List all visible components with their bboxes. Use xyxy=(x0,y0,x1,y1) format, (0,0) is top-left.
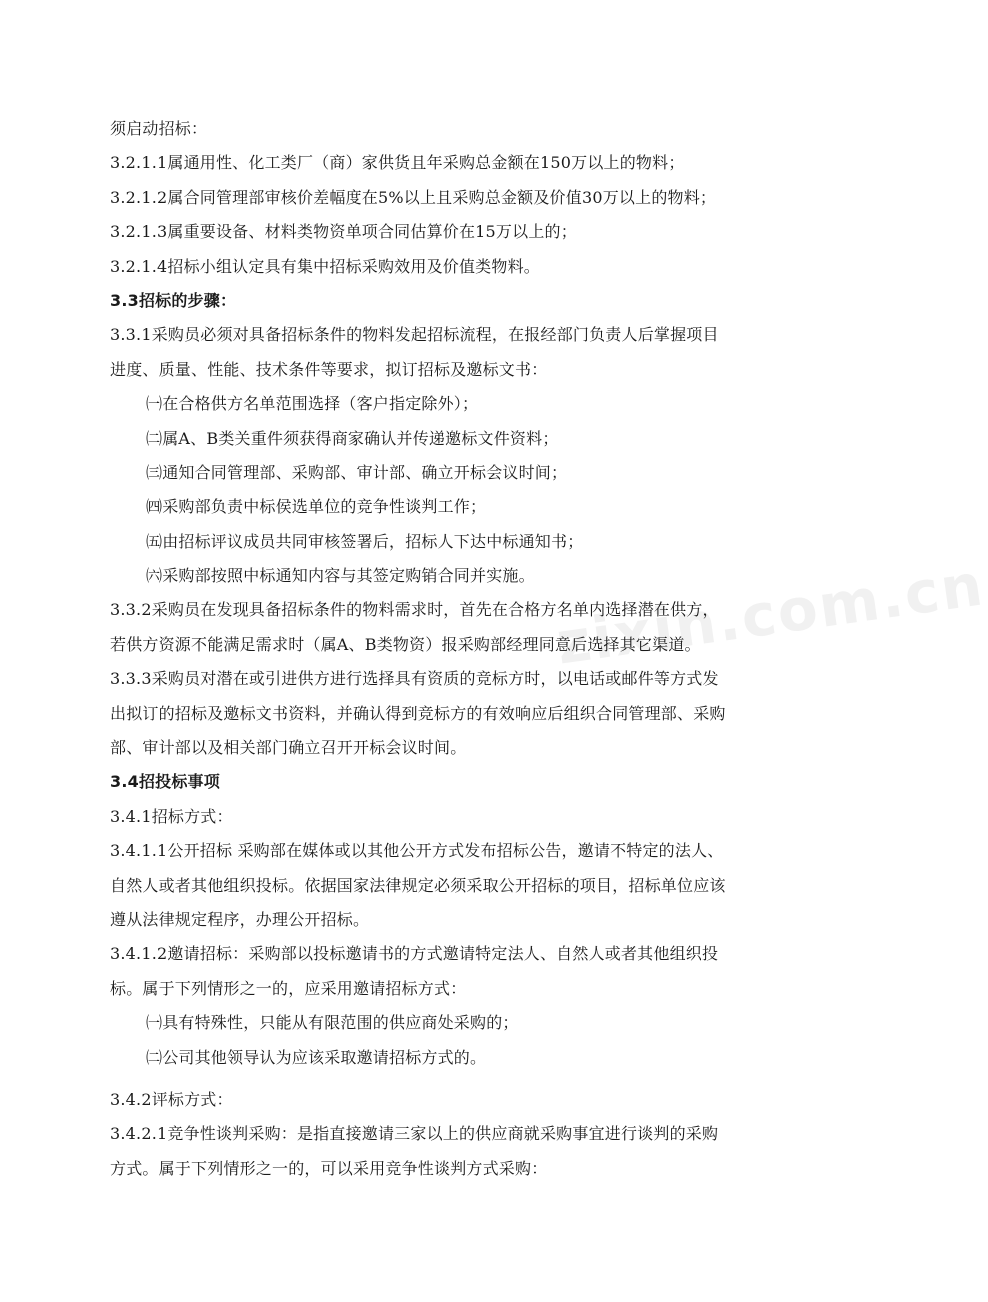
clause-3-3-1-cont: 进度、质量、性能、技术条件等要求，拟订招标及邀标文书： xyxy=(110,359,548,379)
clause-3-4-1-1-cont2: 遵从法律规定程序，办理公开招标。 xyxy=(110,909,370,929)
section-heading-3-3: 3.3招标的步骤： xyxy=(110,290,237,310)
clause-3-3-3-cont: 出拟订的招标及邀标文书资料，并确认得到竞标方的有效响应后组织合同管理部、采购 xyxy=(110,703,726,723)
clause-3-2-1-4: 3.2.1.4招标小组认定具有集中招标采购效用及价值类物料。 xyxy=(110,256,540,276)
clause-3-4-1: 3.4.1招标方式： xyxy=(110,806,233,826)
clause-3-3-3: 3.3.3采购员对潜在或引进供方进行选择具有资质的竞标方时，以电话或邮件等方式发 xyxy=(110,669,719,689)
clause-3-2-1-2: 3.2.1.2属合同管理部审核价差幅度在5%以上且采购总金额及价值30万以上的物料； xyxy=(110,187,717,207)
clause-3-4-2: 3.4.2评标方式： xyxy=(110,1089,233,1109)
clause-3-2-1-3: 3.2.1.3属重要设备、材料类物资单项合同估算价在15万以上的； xyxy=(110,222,577,242)
list-item-1: ㈠在合格供方名单范围选择（客户指定除外）； xyxy=(146,394,479,414)
clause-3-3-3-cont2: 部、审计部以及相关部门确立召开开标会议时间。 xyxy=(110,738,467,758)
watermark: zixin.com.cn xyxy=(552,550,988,678)
list-item-5: ㈤由招标评议成员共同审核签署后，招标人下达中标通知书； xyxy=(146,531,584,551)
spacer xyxy=(110,1075,820,1083)
clause-3-4-2-1: 3.4.2.1竞争性谈判采购：是指直接邀请三家以上的供应商就采购事宜进行谈判的采购 xyxy=(110,1124,719,1144)
list-item-1: ㈠具有特殊性，只能从有限范围的供应商处采购的； xyxy=(146,1013,519,1033)
clause-3-4-1-1-cont: 自然人或者其他组织投标。依据国家法律规定必须采取公开招标的项目，招标单位应该 xyxy=(110,875,726,895)
document-body xyxy=(110,112,820,1186)
clause-3-4-1-2: 3.4.1.2邀请招标：采购部以投标邀请书的方式邀请特定法人、自然人或者其他组织投 xyxy=(110,944,719,964)
list-item-2: ㈡属A、B类关重件须获得商家确认并传递邀标文件资料； xyxy=(146,428,559,448)
clause-3-3-2-cont: 若供方资源不能满足需求时（属A、B类物资）报采购部经理同意后选择其它渠道。 xyxy=(110,634,701,654)
clause-3-2-1-1: 3.2.1.1属通用性、化工类厂（商）家供货且年采购总金额在150万以上的物料； xyxy=(110,153,685,173)
paragraph-line: 须启动招标： xyxy=(110,119,208,138)
clause-3-4-1-1: 3.4.1.1公开招标 采购部在媒体或以其他公开方式发布招标公告，邀请不特定的法人、 xyxy=(110,841,724,861)
list-item-2: ㈡公司其他领导认为应该采取邀请招标方式的。 xyxy=(146,1047,487,1067)
list-item-6: ㈥采购部按照中标通知内容与其签定购销合同并实施。 xyxy=(146,566,535,586)
clause-3-4-1-2-cont: 标。属于下列情形之一的，应采用邀请招标方式： xyxy=(110,978,467,998)
list-item-3: ㈢通知合同管理部、采购部、审计部、确立开标会议时间； xyxy=(146,462,568,482)
clause-3-3-1: 3.3.1采购员必须对具备招标条件的物料发起招标流程，在报经部门负责人后掌握项目 xyxy=(110,325,719,345)
list-item-4: ㈣采购部负责中标侯选单位的竞争性谈判工作； xyxy=(146,497,487,517)
clause-3-3-2: 3.3.2采购员在发现具备招标条件的物料需求时，首先在合格方名单内选择潜在供方， xyxy=(110,600,719,620)
clause-3-4-2-1-cont: 方式。属于下列情形之一的，可以采用竞争性谈判方式采购： xyxy=(110,1158,548,1178)
section-heading-3-4: 3.4招投标事项 xyxy=(110,772,220,792)
